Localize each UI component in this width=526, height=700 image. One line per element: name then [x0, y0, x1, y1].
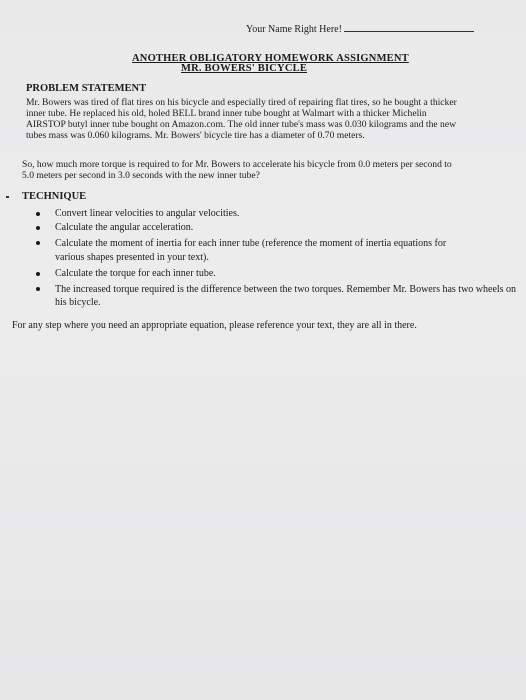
footer-note: For any step where you need an appropriate equation, please reference your text, they are all in there.: [12, 320, 417, 331]
technique-steps: [36, 208, 526, 309]
bullet-icon: [36, 272, 40, 276]
assignment-title: ANOTHER OBLIGATORY HOMEWORK ASSIGNMENT: [132, 53, 409, 64]
name-label: Your Name Right Here!: [246, 24, 342, 35]
problem-heading: PROBLEM STATEMENT: [26, 83, 147, 94]
problem-paragraph-1: Mr. Bowers was tired of flat tires on his bicycle and especially tired of repairing flat tires, so he bought a thicker inner tube. He replaced his old, holed BELL brand inner tube bought at Walmart with a thicker Michelin AIRSTOP butyl inner tube bought on Amazon.com. The old inner tube's mass was 0.030 kilograms and the new tubes mass was 0.060 kilograms. Mr. Bowers' bicycle tire has a diameter of 0.70 meters.: [26, 97, 457, 141]
technique-step: Calculate the angular acceleration.: [36, 222, 526, 234]
bullet-icon: [36, 241, 40, 245]
margin-mark: [6, 196, 9, 198]
bullet-icon: [36, 287, 40, 291]
technique-step: Calculate the moment of inertia for each inner tube (reference the moment of inertia equations for various shapes presented in your text).: [36, 237, 465, 265]
assignment-subtitle: MR. BOWERS' BICYCLE: [181, 63, 308, 74]
name-line: [246, 22, 474, 35]
technique-step: The increased torque required is the difference between the two torques. Remember Mr. Bowers has two wheels on his bicycle.: [36, 283, 526, 309]
bullet-icon: [36, 226, 40, 230]
bullet-icon: [36, 212, 40, 216]
technique-step: Calculate the torque for each inner tube.: [36, 268, 526, 280]
technique-step: Convert linear velocities to angular velocities.: [36, 208, 526, 220]
technique-heading: TECHNIQUE: [22, 191, 87, 202]
name-blank-line: [344, 22, 474, 32]
problem-paragraph-2: So, how much more torque is required to for Mr. Bowers to accelerate his bicycle from 0.0 meters per second to 5.0 meters per second in 3.0 seconds with the new inner tube?: [22, 159, 452, 181]
